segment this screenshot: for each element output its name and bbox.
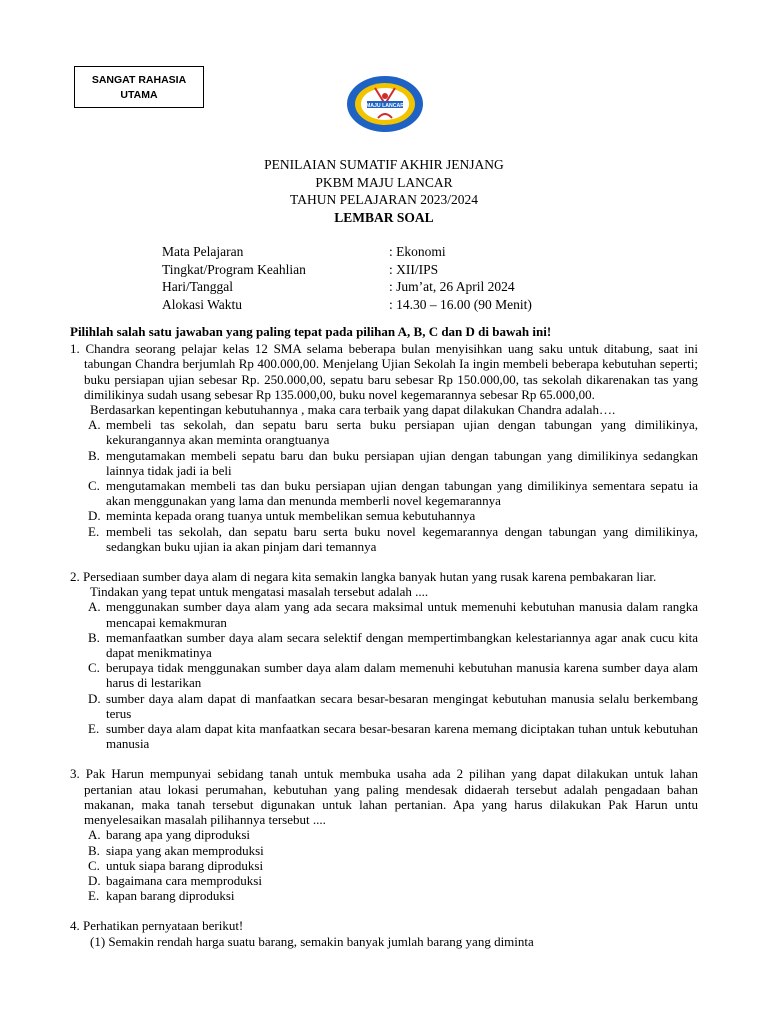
logo-center-text: MAJU LANCAR	[365, 103, 405, 109]
question-text: 2. Persediaan sumber daya alam di negara kita semakin langka banyak hutan yang rusak karena pembakaran liar.	[70, 569, 657, 585]
option-letter: A.	[88, 599, 101, 615]
heading-line-2: PKBM MAJU LANCAR	[315, 174, 453, 190]
option-letter: B.	[88, 842, 100, 858]
option-text: menggunakan sumber daya alam yang ada secara maksimal untuk memenuhi kebutuhan manusia dalam rangka mencapai kemakmuran	[106, 599, 698, 630]
option-text: barang apa yang diproduksi	[106, 827, 251, 843]
question-section	[70, 324, 698, 964]
option-c	[70, 660, 698, 690]
school-emblem-icon	[345, 74, 425, 134]
option-d	[70, 873, 698, 888]
option-text: bagaimana cara memproduksi	[106, 872, 262, 888]
option-text: sumber daya alam dapat di manfaatkan secara besar-besaran mengingat kebutuhan manusia selalu berkembang terus	[106, 690, 698, 721]
option-letter: B.	[88, 447, 100, 463]
question-statement: (1) Semakin rendah harga suatu barang, semakin banyak jumlah barang yang diminta	[90, 933, 534, 949]
option-c	[70, 858, 698, 873]
option-letter: C.	[88, 660, 100, 676]
option-letter: C.	[88, 857, 100, 873]
question-2	[70, 569, 698, 751]
question-text: 3. Pak Harun mempunyai sebidang tanah untuk membuka usaha ada 2 pilihan yang dapat dilakukan untuk lahan pertanian atau lokasi perumahan, kebutuhan yang paling mendesak didaerah tersebut adalah pengadaan bahan makanan, maka tanah tersebut digunakan untuk lahan pertanian. Apa yang harus dilakukan Pak Harun untu menyelesaikan masalah pilihannya tersebut ....	[70, 766, 698, 828]
option-e	[70, 888, 698, 903]
heading-line-3: TAHUN PELAJARAN 2023/2024	[290, 192, 478, 207]
option-letter: E.	[88, 721, 100, 737]
info-value: : XII/IPS	[389, 261, 439, 277]
info-label: Hari/Tanggal	[162, 279, 234, 295]
option-text: untuk siapa barang diproduksi	[106, 857, 264, 873]
question-text: 4. Perhatikan pernyataan berikut!	[70, 918, 244, 934]
question-text: 1. Chandra seorang pelajar kelas 12 SMA selama beberapa bulan menyisihkan uang saku untuk ditabung, saat ini tabungan Chandra berjumlah Rp 400.000,00. Menjelang Ujian Sekolah Ia ingin membeli beberapa kebutuhan seperti; buku persiapan ujian sebesar Rp. 250.000,00, sepatu baru sebesar Rp 150.000,00, tas sekolah dikarenakan tas yang dimilikinya sudah usang sebesar Rp 135.000,00, buku novel kegemarannya sebesar Rp 65.000,00.	[70, 341, 698, 402]
instruction-text: Pilihlah salah satu jawaban yang paling tepat pada pilihan A, B, C dan D di bawah ini!	[70, 324, 552, 339]
document-heading	[0, 156, 768, 226]
option-text: sumber daya alam dapat kita manfaatkan secara besar-besaran karena memang diciptakan tuhan untuk kebutuhan manusia	[106, 721, 698, 752]
stamp-line-2: UTAMA	[120, 89, 158, 101]
option-text: memanfaatkan sumber daya alam secara selektif dengan mempertimbangkan kelestariannya agar anak cucu kita dapat menikmatinya	[106, 629, 698, 661]
question-3	[70, 766, 698, 903]
option-text: mengutamakan membeli tas dan buku persiapan ujian dengan tabungan yang dimilikinya sementara sepatu ia akan menggunakan yang lama dan menunda memberli novel kegemarannya	[106, 478, 698, 509]
option-letter: B.	[88, 629, 100, 645]
option-letter: A.	[88, 827, 101, 843]
heading-line-1: PENILAIAN SUMATIF AKHIR JENJANG	[264, 157, 504, 172]
option-a	[70, 827, 698, 842]
option-d	[70, 508, 698, 523]
option-b	[70, 448, 698, 478]
info-label: Alokasi Waktu	[162, 297, 243, 313]
info-label: Mata Pelajaran	[162, 244, 244, 259]
option-text: kapan barang diproduksi	[106, 888, 235, 904]
option-letter: A.	[88, 417, 101, 433]
option-e	[70, 524, 698, 554]
option-letter: E.	[88, 888, 100, 904]
option-letter: C.	[88, 478, 100, 494]
option-text: siapa yang akan memproduksi	[106, 842, 264, 858]
question-4	[70, 918, 698, 948]
option-b	[70, 630, 698, 660]
option-letter: D.	[88, 690, 101, 706]
question-prompt: Berdasarkan kepentingan kebutuhannya , maka cara terbaik yang dapat dilakukan Chandra adalah….	[90, 402, 616, 418]
option-text: membeli tas sekolah, dan sepatu baru serta buku persiapan ujian dengan tabungan yang dimilikinya, kekurangannya akan meminta orangtuanya	[106, 417, 698, 448]
option-letter: D.	[88, 872, 101, 888]
option-text: membeli tas sekolah, dan sepatu baru serta buku novel kegemarannya dengan tabungan yang dimilikinya, sedangkan buku ujian ia akan pinjam dari temannya	[106, 523, 698, 554]
info-label: Tingkat/Program Keahlian	[162, 261, 306, 277]
option-d	[70, 691, 698, 721]
info-value: : Ekonomi	[389, 244, 446, 259]
question-1	[70, 341, 698, 554]
info-value: : 14.30 – 16.00 (90 Menit)	[389, 297, 532, 313]
option-text: mengutamakan membeli sepatu baru dan buku persiapan ujian dengan tabungan yang dimilikinya sedangkan lainnya tidak jadi ia beli	[106, 447, 698, 478]
option-text: berupaya tidak menggunakan sumber daya alam dalam memenuhi kebutuhan manusia karena sumber daya alam harus di lestarikan	[106, 660, 698, 691]
question-prompt: Tindakan yang tepat untuk mengatasi masalah tersebut adalah ....	[90, 584, 429, 600]
option-c	[70, 478, 698, 508]
heading-line-4: LEMBAR SOAL	[334, 209, 434, 225]
stamp-line-1: SANGAT RAHASIA	[91, 74, 187, 86]
option-b	[70, 843, 698, 858]
info-value: : Jum’at, 26 April 2024	[389, 279, 515, 295]
option-letter: E.	[88, 523, 100, 539]
option-text: meminta kepada orang tuanya untuk membelikan semua kebutuhannya	[106, 508, 476, 524]
option-a	[70, 417, 698, 447]
option-letter: D.	[88, 508, 101, 524]
confidential-stamp	[74, 66, 204, 108]
option-e	[70, 721, 698, 751]
option-a	[70, 599, 698, 629]
